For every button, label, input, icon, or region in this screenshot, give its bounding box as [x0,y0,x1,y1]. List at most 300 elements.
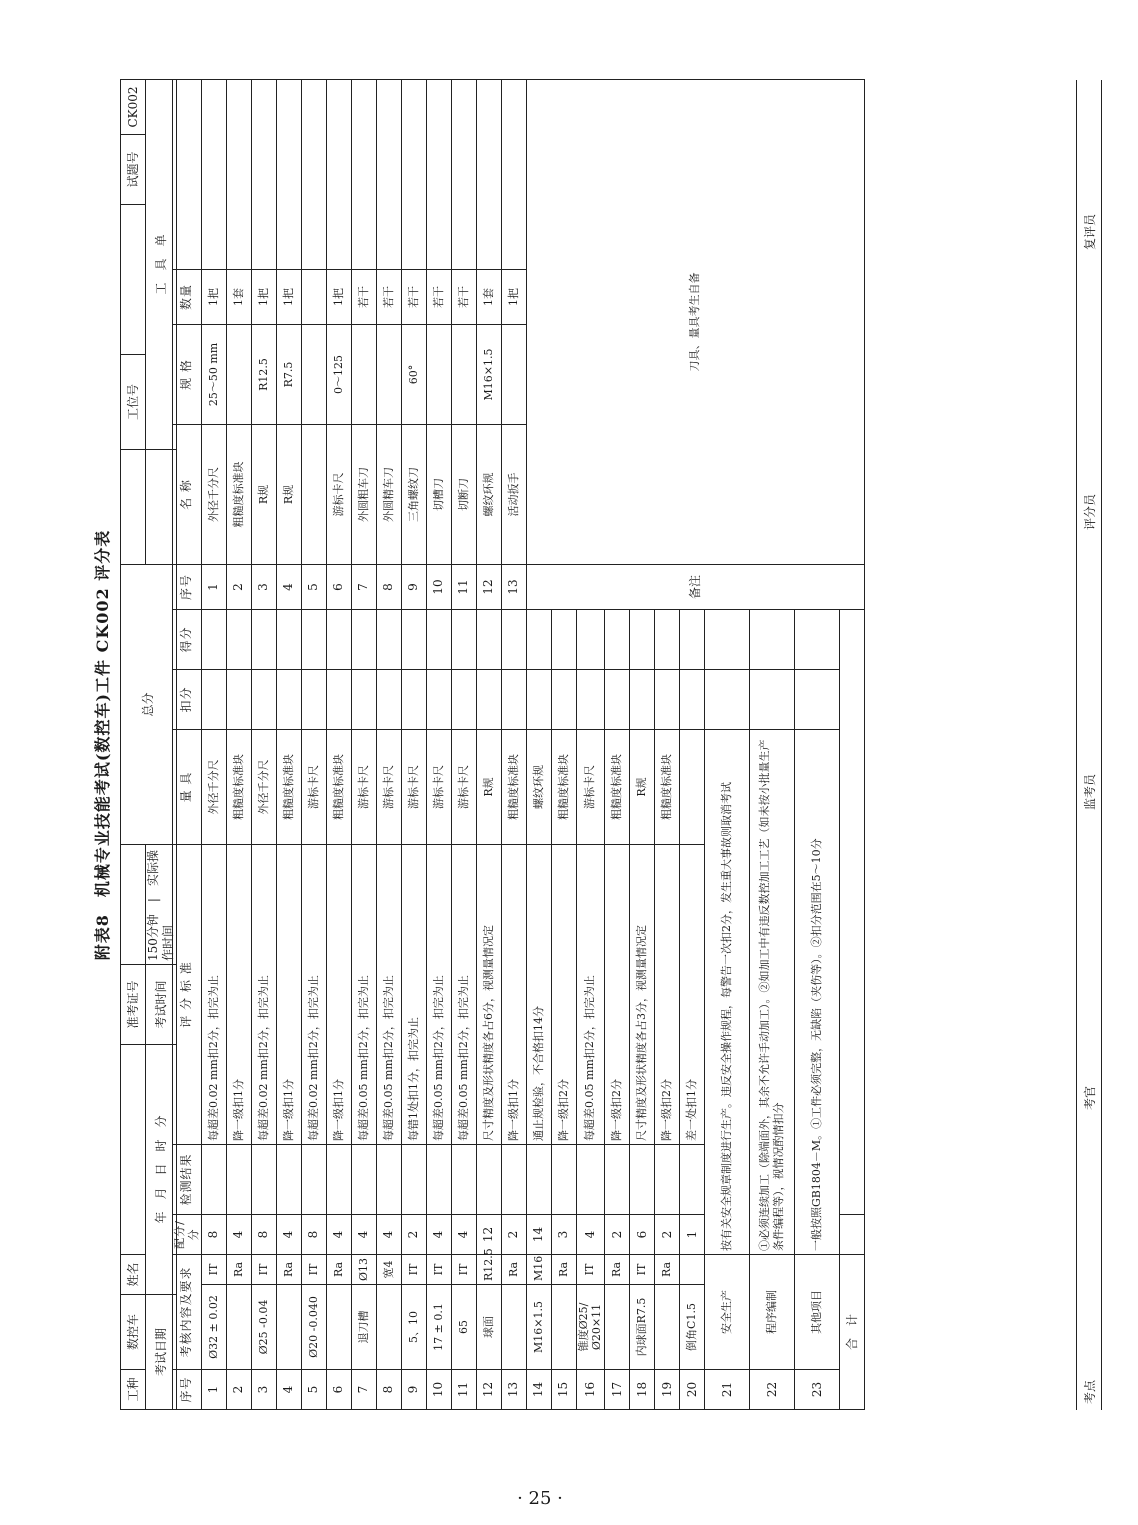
row-gauge: 粗糙度标准块 [276,729,301,844]
tool-spare [301,79,326,269]
row-standard: 每超差0.02 mm扣2分，扣完为止 [251,844,276,1144]
col-seq: 序号 [173,1370,202,1410]
col-deduct: 扣分 [173,669,202,729]
row-req: IT [401,1254,426,1284]
row-seq: 16 [576,1370,605,1410]
row-score [376,609,401,669]
row-deduct [201,669,226,729]
tool-seq: 1 [201,564,226,609]
row-standard: 降一级扣1分 [326,844,351,1144]
row-score [501,609,526,669]
exam-no-value [121,845,146,965]
col-tool-name: 名 称 [173,424,202,564]
tool-qty: 若干 [376,269,401,324]
row-result [276,1144,301,1214]
table-row [451,79,476,1409]
row-seq: 8 [376,1370,401,1410]
row-deduct [526,669,551,729]
row-gauge [680,729,705,844]
signature-row [1076,80,1102,1410]
row-req: IT [251,1254,276,1284]
tool-name: 外圆粗车刀 [351,424,376,564]
row-item [226,1285,251,1370]
row-req: Ra [501,1254,526,1284]
row-points: 4 [426,1214,451,1254]
row-standard: 降一级扣1分 [276,844,301,1144]
row-points: 4 [376,1214,401,1254]
tool-seq: 2 [226,564,251,609]
row-deduct [426,669,451,729]
row-standard: 每超差0.05 mm扣2分，扣完为止 [376,844,401,1144]
row-deduct [630,669,655,729]
row-result [326,1144,351,1214]
tool-spare [326,79,351,269]
row-seq: 6 [326,1370,351,1410]
question-no-label: 试题号 [121,135,146,205]
row-seq: 17 [605,1370,630,1410]
row-points: 4 [226,1214,251,1254]
row-req: IT [301,1254,326,1284]
table-row [476,79,501,1409]
tool-spec [426,324,451,424]
row-score [451,609,476,669]
row-req: Ra [605,1254,630,1284]
row-points: 3 [551,1214,576,1254]
table-row [326,79,351,1409]
sign-examiner: 考官 [1083,1085,1097,1110]
tool-spare [376,79,401,269]
table-row [401,79,426,1409]
row-item: Ø20 -0.040 [301,1285,326,1370]
col-tool-spec: 规 格 [173,324,202,424]
tool-name: 粗糙度标准块 [226,424,251,564]
row-deduct [276,669,301,729]
row-standard: 每超差0.05 mm扣2分，扣完为止 [351,844,376,1144]
tool-name: 切断刀 [451,424,476,564]
row-points: 8 [301,1214,326,1254]
sign-grader: 评分员 [1083,493,1097,530]
tool-name: 活动扳手 [501,424,526,564]
tool-name: 三角螺纹刀 [401,424,426,564]
row-seq: 23 [795,1370,840,1410]
row-points: 4 [451,1214,476,1254]
table-row [251,79,276,1409]
row-score [401,609,426,669]
row-result [226,1144,251,1214]
row-item: 5、10 [401,1285,426,1370]
row-points: 8 [201,1214,226,1254]
row-points: 4 [576,1214,605,1254]
tool-spare [351,79,376,269]
col-score: 得分 [173,609,202,669]
tool-qty [301,269,326,324]
row-points: 2 [605,1214,630,1254]
row-item: Ø25 -0.04 [251,1285,276,1370]
tool-name [301,424,326,564]
date-label: 考试日期 [146,1295,177,1410]
rotated-score-sheet [88,80,1138,1410]
row-score [426,609,451,669]
row-standard: 降一级扣2分 [655,844,680,1144]
tool-qty: 1套 [226,269,251,324]
row-seq: 21 [705,1370,750,1410]
row-seq: 12 [476,1370,501,1410]
row-seq: 14 [526,1370,551,1410]
kind-value: 数控车 [121,1295,146,1370]
tool-qty: 1把 [251,269,276,324]
row-deduct [501,669,526,729]
tool-spare [251,79,276,269]
row-standard: 每超差0.02 mm扣2分，扣完为止 [201,844,226,1144]
total-label: 总分 [121,565,177,845]
row-req: IT [426,1254,451,1284]
row-gauge: 螺纹环规 [526,729,551,844]
row-result [476,1144,501,1214]
row-deduct [226,669,251,729]
row-standard: 每超差0.05 mm扣2分，扣完为止 [426,844,451,1144]
row-deduct [655,669,680,729]
total-value [121,450,146,565]
remark-label: 备注 [526,564,865,609]
row-standard: 尺寸精度及形状精度各占3分，视测量情况定 [630,844,655,1144]
row-deduct [326,669,351,729]
col-points: 配分/分 [173,1214,202,1254]
table-row [226,79,251,1409]
row-gauge: 粗糙度标准块 [326,729,351,844]
tool-qty: 1把 [501,269,526,324]
row-req: Ra [226,1254,251,1284]
row-score [680,609,705,669]
row-result [680,1144,705,1214]
row-deduct [351,669,376,729]
row-item [551,1285,576,1370]
tool-qty: 若干 [451,269,476,324]
row-seq: 22 [750,1370,795,1410]
row-req: Ra [655,1254,680,1284]
row-item: 安全生产 [705,1254,750,1369]
row-deduct [401,669,426,729]
row-deduct [301,669,326,729]
row-score [605,609,630,669]
tool-seq: 10 [426,564,451,609]
column-header-row [173,79,202,1409]
row-deduct [451,669,476,729]
row-seq: 13 [501,1370,526,1410]
row-result [630,1144,655,1214]
row-item: 球面 [476,1285,501,1370]
row-points: 8 [251,1214,276,1254]
tool-spare [476,79,501,269]
row-points: 2 [655,1214,680,1254]
row-item: 退刀槽 [351,1285,376,1370]
question-no-value: CK002 [121,80,146,135]
tool-spare [276,79,301,269]
date-units: 年 月 日 时 分 [146,1045,177,1295]
row-deduct [795,669,840,729]
table-row [201,79,226,1409]
row-score [476,609,501,669]
row-req [680,1254,705,1284]
row-req: M16 [526,1254,551,1284]
row-req: Ra [276,1254,301,1284]
row-item: 17 ± 0.1 [426,1285,451,1370]
row-text: 一般按照GB1804－M。①工件必须完整，无缺陷（夹伤等）。②扣分范围在5～10分 [795,729,840,1254]
row-req: IT [630,1254,655,1284]
tool-name: 游标卡尺 [326,424,351,564]
tools-list-label: 工 具 单 [146,80,177,450]
row-score [226,609,251,669]
row-deduct [705,669,750,729]
row-gauge: 游标卡尺 [351,729,376,844]
row-result [251,1144,276,1214]
row-result [201,1144,226,1214]
row-item: 程序编制 [750,1254,795,1369]
tool-spec: M16×1.5 [476,324,501,424]
row-seq: 15 [551,1370,576,1410]
kind-label: 工种 [121,1370,146,1410]
sign-reviewer: 复评员 [1083,213,1097,250]
exam-time-value-text: 150分钟 [146,914,160,961]
row-score [251,609,276,669]
row-item: 内球面R7.5 [630,1285,655,1370]
row-standard: 每超差0.05 mm扣2分，扣完为止 [576,844,605,1144]
tool-seq: 3 [251,564,276,609]
row-seq: 5 [301,1370,326,1410]
tool-spec: 0～125 [326,324,351,424]
row-score [351,609,376,669]
row-deduct [605,669,630,729]
row-points: 1 [680,1214,705,1254]
row-points: 4 [351,1214,376,1254]
row-standard: 降一级扣1分 [226,844,251,1144]
row-result [351,1144,376,1214]
col-gauge: 量 具 [173,729,202,844]
exam-time-label: 考试时间 [146,965,177,1045]
row-deduct [476,669,501,729]
tool-spare [451,79,476,269]
row-score [326,609,351,669]
row-result [605,1144,630,1214]
tool-spec [451,324,476,424]
row-item [605,1285,630,1370]
table-row [501,79,526,1409]
tool-seq: 9 [401,564,426,609]
tool-qty: 若干 [401,269,426,324]
row-item [376,1285,401,1370]
tool-seq: 8 [376,564,401,609]
row-seq: 1 [201,1370,226,1410]
table-row [276,79,301,1409]
row-points: 2 [401,1214,426,1254]
station-value [121,205,146,355]
tool-seq: 5 [301,564,326,609]
row-deduct [551,669,576,729]
row-score [655,609,680,669]
row-seq: 19 [655,1370,680,1410]
row-score [795,609,840,669]
tool-seq: 11 [451,564,476,609]
row-req: IT [201,1254,226,1284]
row-seq: 2 [226,1370,251,1410]
col-content: 考核内容及要求 [173,1254,202,1369]
row-text: 按有关安全规章制度进行生产。违反安全操作规程，每警告一次扣2分，发生重大事故则取消考试 [705,729,750,1254]
row-standard: 降一级扣2分 [605,844,630,1144]
total-points [840,1214,865,1254]
row-score [526,609,551,669]
row-item [326,1285,351,1370]
tool-name: 螺纹环规 [476,424,501,564]
tool-seq: 13 [501,564,526,609]
tool-seq: 4 [276,564,301,609]
row-score [630,609,655,669]
row-item: 65 [451,1285,476,1370]
row-deduct [376,669,401,729]
page-caption: 附表8 机械专业技能考试(数控车)工件 CK002 评分表 [93,529,112,961]
row-seq: 3 [251,1370,276,1410]
station-label: 工位号 [121,355,146,450]
row-gauge: 游标卡尺 [426,729,451,844]
row-item: M16×1.5 [526,1285,551,1370]
row-score [201,609,226,669]
row-result [301,1144,326,1214]
row-result [426,1144,451,1214]
row-seq: 4 [276,1370,301,1410]
row-deduct [680,669,705,729]
row-gauge: 游标卡尺 [301,729,326,844]
row-score [750,609,795,669]
row-gauge: 外径千分尺 [251,729,276,844]
tool-seq: 7 [351,564,376,609]
row-req: 宽4 [376,1254,401,1284]
row-gauge: 游标卡尺 [451,729,476,844]
row-req: IT [576,1254,605,1284]
row-score [551,609,576,669]
actual-time-label: 实际操作时间 [146,850,175,961]
tool-spare [501,79,526,269]
row-score [576,609,605,669]
total-blank [840,609,865,1214]
row-score [705,609,750,669]
tool-spare [226,79,251,269]
row-gauge: R规 [630,729,655,844]
row-req: R12.5 [476,1254,501,1284]
exam-no-label: 准考证号 [121,965,146,1045]
tool-spec: 60° [401,324,426,424]
row-item [276,1285,301,1370]
row-result [401,1144,426,1214]
row-standard: 降一级扣2分 [551,844,576,1144]
tool-spare [201,79,226,269]
row-points: 2 [501,1214,526,1254]
sign-site: 考点 [1083,1379,1097,1404]
tool-spec [226,324,251,424]
row-deduct [251,669,276,729]
row-item: 倒角C1.5 [680,1285,705,1370]
tool-spec: R12.5 [251,324,276,424]
row-req: Ra [326,1254,351,1284]
row-points: 14 [526,1214,551,1254]
col-tool-qty: 数量 [173,269,202,324]
col-standard: 评 分 标 准 [173,844,202,1144]
page-number: · 25 · [517,1488,563,1509]
row-item: 其他项目 [795,1254,840,1369]
row-seq: 11 [451,1370,476,1410]
row-standard: 降一级扣1分 [501,844,526,1144]
exam-time-value: 150分钟 | 实际操作时间 [146,845,177,965]
sign-proctor: 监考员 [1083,773,1097,810]
score-table [172,79,865,1410]
tool-name: 切槽刀 [426,424,451,564]
tool-spec: 25～50 mm [201,324,226,424]
row-gauge: 游标卡尺 [401,729,426,844]
tool-name: R规 [276,424,301,564]
total-row-label: 合 计 [840,1254,865,1409]
tool-seq: 12 [476,564,501,609]
tool-name: 外圆精车刀 [376,424,401,564]
tool-spare [426,79,451,269]
row-points: 12 [476,1214,501,1254]
row-gauge: 粗糙度标准块 [551,729,576,844]
row-gauge: 粗糙度标准块 [501,729,526,844]
tool-qty: 若干 [426,269,451,324]
table-row [526,79,551,1409]
row-result [655,1144,680,1214]
tool-seq: 6 [326,564,351,609]
row-gauge: 粗糙度标准块 [226,729,251,844]
row-result [376,1144,401,1214]
row-item: 锥度Ø25/Ø20×11 [576,1285,605,1370]
row-result [576,1144,605,1214]
row-standard: 通止规检验，不合格扣14分 [526,844,551,1144]
row-score [301,609,326,669]
tool-qty: 1套 [476,269,501,324]
row-standard: 每超差0.02 mm扣2分，扣完为止 [301,844,326,1144]
row-result [451,1144,476,1214]
row-item [501,1285,526,1370]
tool-spec [376,324,401,424]
header-table [120,79,177,1410]
row-result [501,1144,526,1214]
tool-qty: 1把 [201,269,226,324]
tool-spare [401,79,426,269]
remark-text: 刀具、量具考生自备 [526,79,865,564]
row-seq: 20 [680,1370,705,1410]
table-row [351,79,376,1409]
row-seq: 7 [351,1370,376,1410]
row-standard: 每超差0.05 mm扣2分，扣完为止 [451,844,476,1144]
col-spare [173,79,202,269]
row-seq: 18 [630,1370,655,1410]
row-gauge: 粗糙度标准块 [655,729,680,844]
score-rows [201,79,865,1409]
row-deduct [750,669,795,729]
row-seq: 10 [426,1370,451,1410]
table-row [426,79,451,1409]
row-standard: 差一处扣1分 [680,844,705,1144]
row-result [551,1144,576,1214]
row-standard: 尺寸精度及形状精度各占6分，视测量情况定 [476,844,501,1144]
row-points: 4 [326,1214,351,1254]
name-label: 姓名 [121,1255,146,1295]
row-standard: 每错1处扣1分，扣完为止 [401,844,426,1144]
row-req: Ra [551,1254,576,1284]
table-row [376,79,401,1409]
tool-name: 外径千分尺 [201,424,226,564]
tool-spec: R7.5 [276,324,301,424]
col-result: 检测结果 [173,1144,202,1214]
col-tool-seq: 序号 [173,564,202,609]
tool-spec [501,324,526,424]
